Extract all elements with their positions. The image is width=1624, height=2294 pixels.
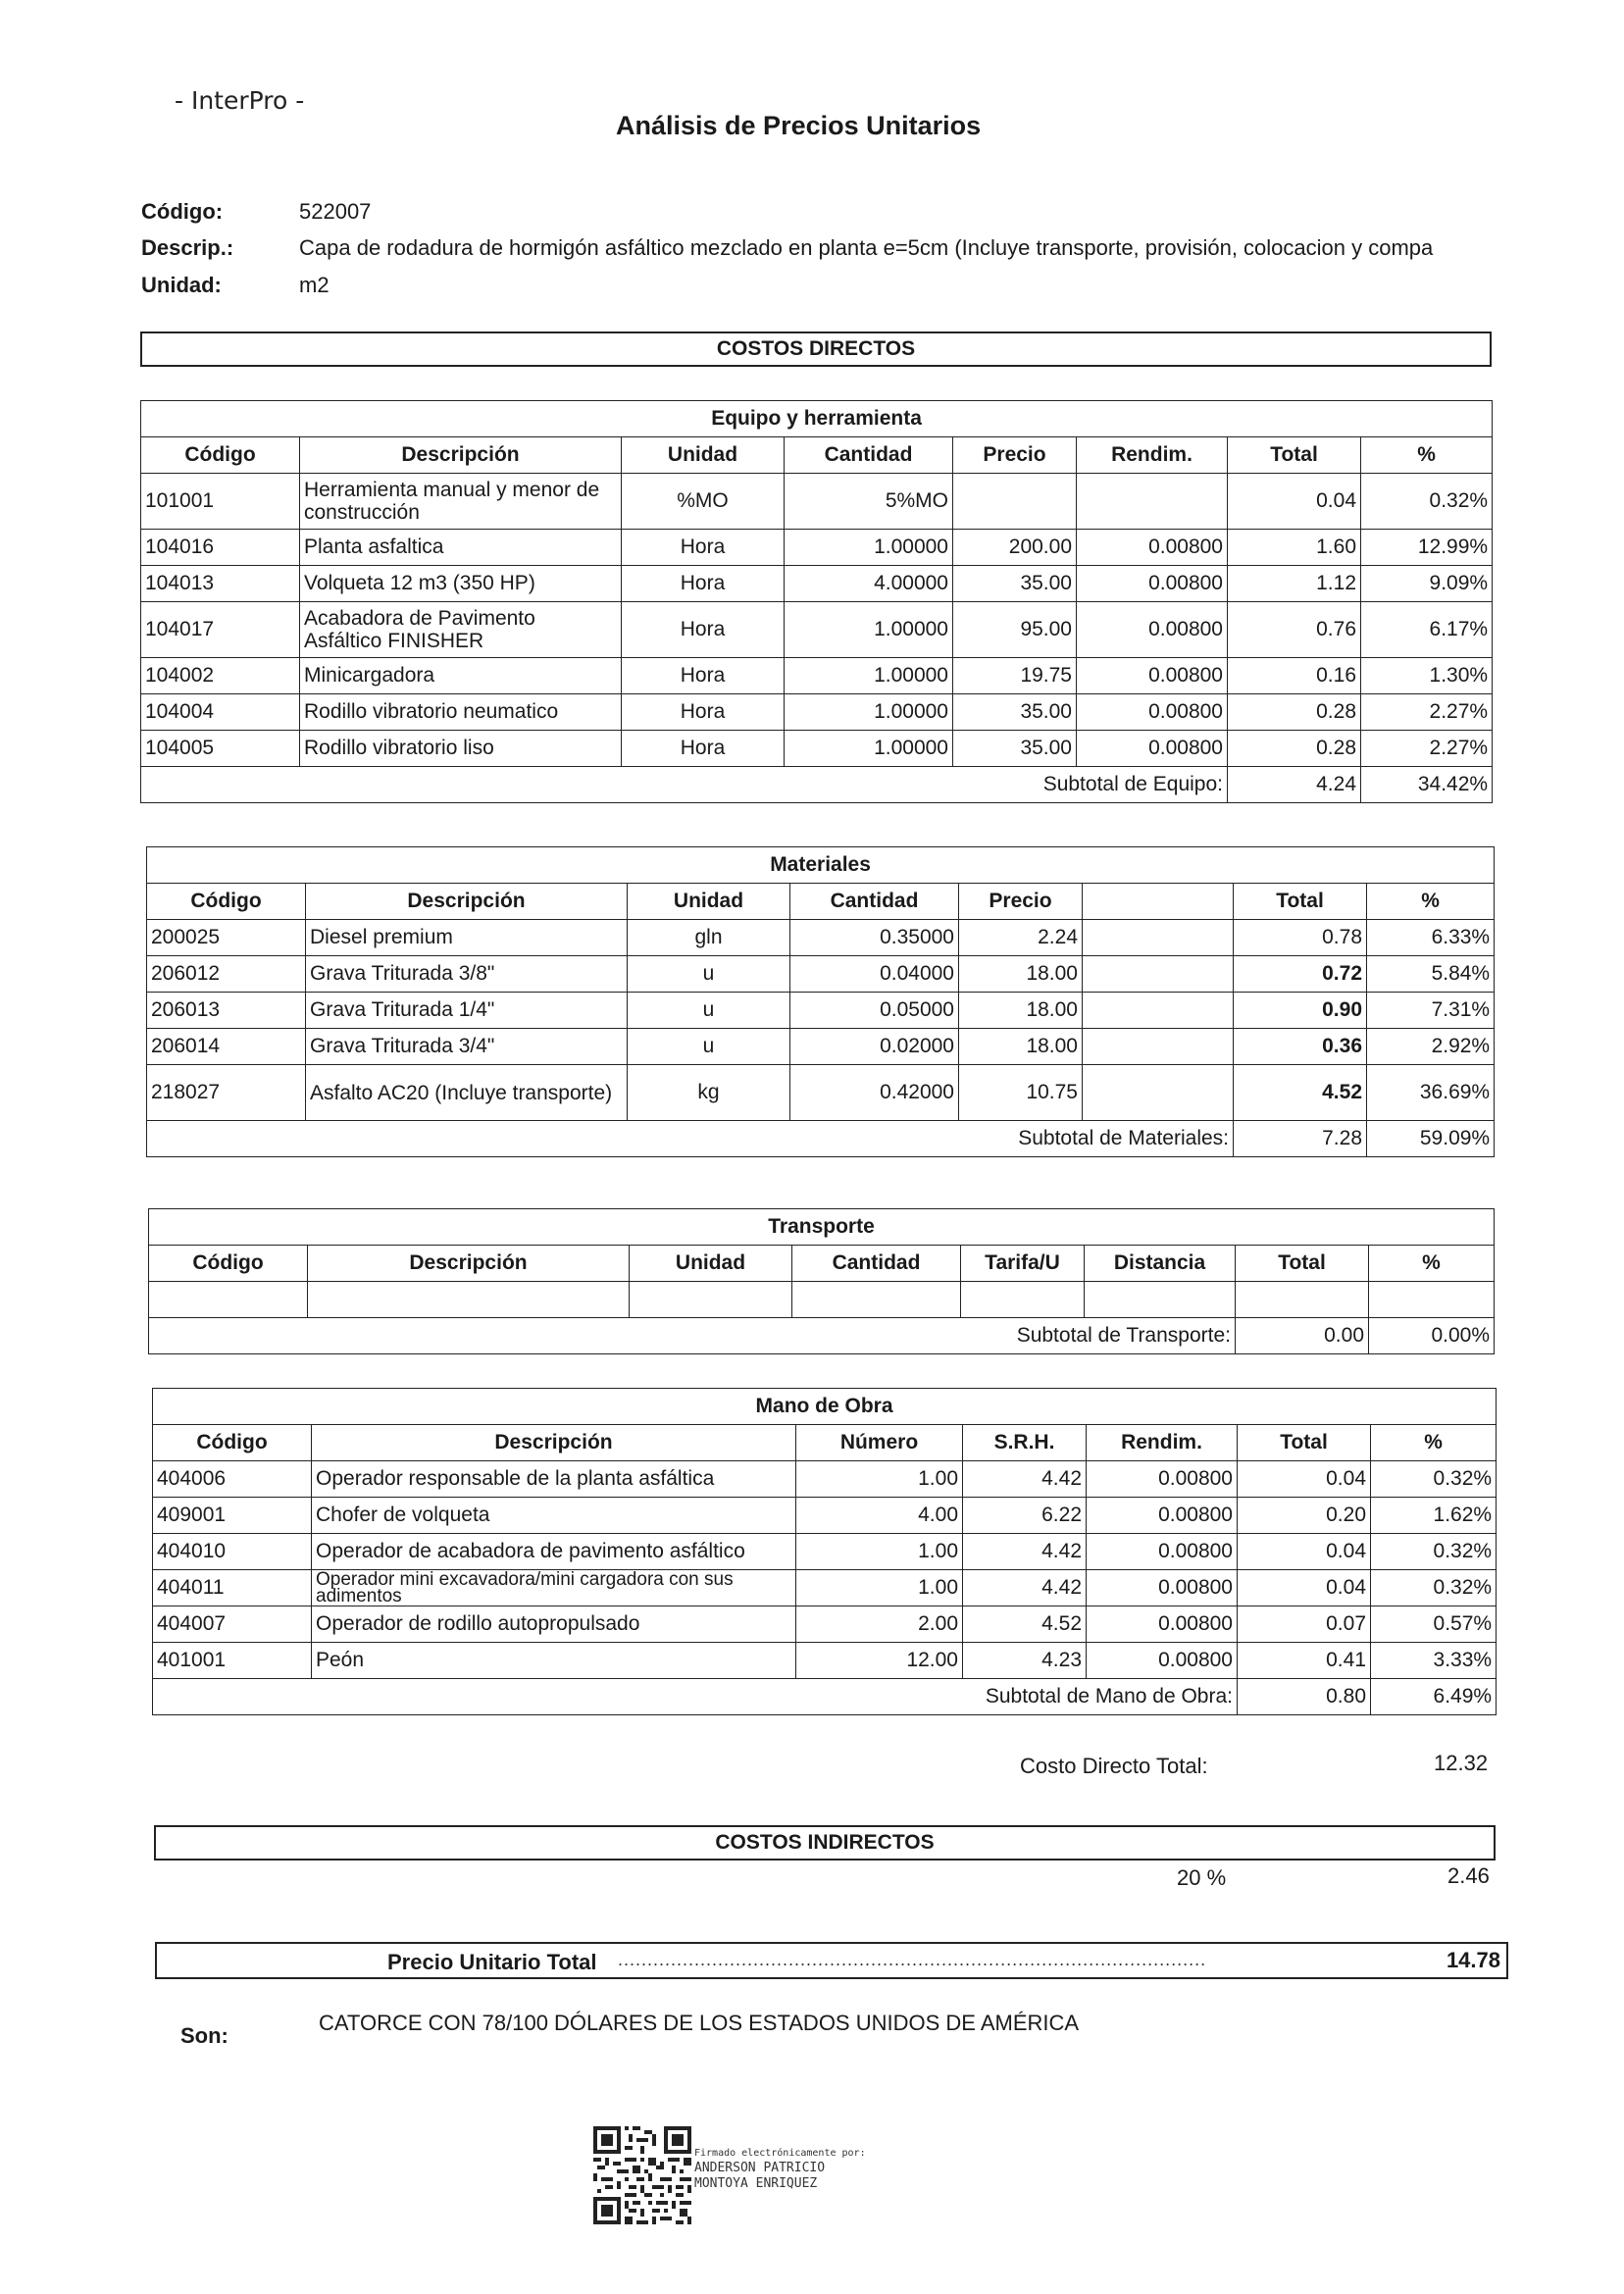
precio-unitario-total: 14.78 [1446, 1948, 1500, 1972]
cell-unidad: Hora [622, 694, 785, 731]
cell-codigo: 104017 [141, 602, 300, 658]
col-pct: % [1369, 1246, 1495, 1282]
cell-descripcion: Minicargadora [300, 658, 622, 694]
subtotal-pct: 0.00% [1369, 1318, 1495, 1354]
cell-unidad: Hora [622, 731, 785, 767]
cell-pct: 0.32% [1361, 474, 1493, 530]
subtotal-label: Subtotal de Equipo: [785, 767, 1228, 803]
cell-pct: 6.17% [1361, 602, 1493, 658]
brand-name: - InterPro - [175, 86, 305, 115]
cell-srh: 4.42 [963, 1534, 1087, 1570]
cell-codigo: 404006 [153, 1461, 312, 1498]
cell-total: 0.04 [1228, 474, 1361, 530]
cell-total: 0.04 [1238, 1534, 1371, 1570]
col-codigo: Código [153, 1425, 312, 1461]
cell-numero: 12.00 [796, 1643, 963, 1679]
subtotal-value: 7.28 [1234, 1121, 1367, 1157]
cell-total: 0.20 [1238, 1498, 1371, 1534]
cell-descripcion: Volqueta 12 m3 (350 HP) [300, 566, 622, 602]
cell-codigo: 404011 [153, 1570, 312, 1606]
table-row [147, 993, 1495, 1029]
table-row [141, 566, 1493, 602]
cell-total: 1.60 [1228, 530, 1361, 566]
table-row [153, 1606, 1497, 1643]
cell-unidad: u [628, 1029, 790, 1065]
cell-total: 0.90 [1234, 993, 1367, 1029]
cell-codigo: 104013 [141, 566, 300, 602]
cell-cantidad: 0.02000 [790, 1029, 959, 1065]
col-descripcion: Descripción [300, 437, 622, 474]
subtotal-value: 0.00 [1236, 1318, 1369, 1354]
firma-line-2: ANDERSON PATRICIO [694, 2161, 826, 2175]
cell-precio: 18.00 [959, 956, 1083, 993]
col-srh: S.R.H. [963, 1425, 1087, 1461]
cell-unidad: Hora [622, 658, 785, 694]
unidad-value: m2 [299, 273, 330, 297]
cell-total: 0.28 [1228, 731, 1361, 767]
codigo-value: 522007 [299, 199, 372, 224]
descrip-value: Capa de rodadura de hormigón asfáltico mezclado en planta e=5cm (Incluye transporte, provisión, colocacion y compa [299, 235, 1434, 260]
cell-rendim: 0.00800 [1087, 1643, 1238, 1679]
cell-codigo: 218027 [147, 1065, 306, 1121]
indirecto-valor: 2.46 [1447, 1863, 1490, 1888]
table-row [147, 1065, 1495, 1121]
cell-blank [1083, 1065, 1234, 1121]
table-row [141, 474, 1493, 530]
cell-descripcion: Grava Triturada 3/8" [306, 956, 628, 993]
table-row [141, 658, 1493, 694]
precio-unitario-label: Precio Unitario Total [387, 1950, 597, 1974]
cell-rendim: 0.00800 [1077, 530, 1228, 566]
cell-precio: 2.24 [959, 920, 1083, 956]
cell-cantidad: 4.00000 [785, 566, 953, 602]
cell-numero: 1.00 [796, 1534, 963, 1570]
cell-cantidad: 1.00000 [785, 530, 953, 566]
unidad-label: Unidad: [141, 273, 222, 297]
cell-rendim: 0.00800 [1077, 658, 1228, 694]
table-row [141, 731, 1493, 767]
cell-numero: 2.00 [796, 1606, 963, 1643]
cell-pct: 9.09% [1361, 566, 1493, 602]
indirecto-pct: 20 % [1177, 1865, 1227, 1890]
cell-descripcion: Asfalto AC20 (Incluye transporte) [306, 1065, 628, 1121]
equipo-table [140, 400, 1493, 803]
table-row [153, 1643, 1497, 1679]
cell-pct: 2.27% [1361, 731, 1493, 767]
subtotal-pct: 6.49% [1371, 1679, 1497, 1715]
subtotal-value: 0.80 [1238, 1679, 1371, 1715]
cell-descripcion: Operador de acabadora de pavimento asfáltico [312, 1534, 796, 1570]
cell-total: 0.04 [1238, 1461, 1371, 1498]
cell-cantidad: 0.04000 [790, 956, 959, 993]
cell-total: 0.04 [1238, 1570, 1371, 1606]
costos-directos-banner: COSTOS DIRECTOS [140, 331, 1492, 367]
cell-codigo: 404007 [153, 1606, 312, 1643]
cell-pct: 5.84% [1367, 956, 1495, 993]
transporte-table [148, 1208, 1495, 1354]
cell-codigo: 200025 [147, 920, 306, 956]
descrip-label: Descrip.: [141, 235, 234, 260]
cell-precio [953, 474, 1077, 530]
col-pct: % [1361, 437, 1493, 474]
col-pct: % [1367, 884, 1495, 920]
cell-precio: 19.75 [953, 658, 1077, 694]
cell-unidad: Hora [622, 566, 785, 602]
cell-codigo: 104016 [141, 530, 300, 566]
costo-directo-value: 12.32 [1434, 1751, 1489, 1775]
costo-directo-label: Costo Directo Total: [1020, 1754, 1208, 1778]
firma-line-3: MONTOYA ENRIQUEZ [694, 2176, 818, 2191]
cell-descripcion: Operador responsable de la planta asfáltica [312, 1461, 796, 1498]
cell-descripcion: Chofer de volqueta [312, 1498, 796, 1534]
cell-codigo: 401001 [153, 1643, 312, 1679]
cell-srh: 4.23 [963, 1643, 1087, 1679]
cell-total: 0.07 [1238, 1606, 1371, 1643]
cell-codigo: 104002 [141, 658, 300, 694]
cell-total: 0.72 [1234, 956, 1367, 993]
cell-rendim: 0.00800 [1077, 731, 1228, 767]
cell-descripcion: Rodillo vibratorio neumatico [300, 694, 622, 731]
cell-precio: 10.75 [959, 1065, 1083, 1121]
table-row [147, 920, 1495, 956]
cell-rendim: 0.00800 [1087, 1606, 1238, 1643]
cell-precio: 18.00 [959, 993, 1083, 1029]
col-unidad: Unidad [630, 1246, 792, 1282]
cell-cantidad: 1.00000 [785, 602, 953, 658]
cell-srh: 6.22 [963, 1498, 1087, 1534]
subtotal-pct: 59.09% [1367, 1121, 1495, 1157]
materiales-section-title: Materiales [147, 847, 1495, 884]
cell-pct: 1.62% [1371, 1498, 1497, 1534]
cell-descripcion: Operador de rodillo autopropulsado [312, 1606, 796, 1643]
cell-pct: 0.32% [1371, 1461, 1497, 1498]
son-text: CATORCE CON 78/100 DÓLARES DE LOS ESTADOS UNIDOS DE AMÉRICA [319, 2011, 1080, 2035]
col-cantidad: Cantidad [790, 884, 959, 920]
son-label: Son: [180, 2023, 228, 2048]
cell-precio: 35.00 [953, 694, 1077, 731]
mano-obra-table [152, 1388, 1497, 1715]
cell-descripcion: Herramienta manual y menor de construcción [300, 474, 622, 530]
cell-total: 0.36 [1234, 1029, 1367, 1065]
table-row [153, 1570, 1497, 1606]
col-pct: % [1371, 1425, 1497, 1461]
cell-rendim: 0.00800 [1077, 602, 1228, 658]
cell-rendim: 0.00800 [1077, 566, 1228, 602]
cell-total: 1.12 [1228, 566, 1361, 602]
cell-rendim: 0.00800 [1077, 694, 1228, 731]
cell-descripcion: Grava Triturada 1/4" [306, 993, 628, 1029]
cell-srh: 4.52 [963, 1606, 1087, 1643]
firma-line-1: Firmado electrónicamente por: [694, 2148, 866, 2159]
cell-blank [1083, 993, 1234, 1029]
cell-pct: 36.69% [1367, 1065, 1495, 1121]
col-numero: Número [796, 1425, 963, 1461]
cell-pct: 3.33% [1371, 1643, 1497, 1679]
col-total: Total [1234, 884, 1367, 920]
col-blank [1083, 884, 1234, 920]
col-descripcion: Descripción [308, 1246, 630, 1282]
precio-unitario-box [155, 1942, 1508, 1979]
cell-descripcion: Grava Triturada 3/4" [306, 1029, 628, 1065]
cell-total: 0.16 [1228, 658, 1361, 694]
cell-pct: 0.32% [1371, 1534, 1497, 1570]
cell-pct: 0.57% [1371, 1606, 1497, 1643]
cell-blank [1083, 920, 1234, 956]
col-unidad: Unidad [622, 437, 785, 474]
transporte-section-title: Transporte [149, 1209, 1495, 1246]
cell-descripcion: Acabadora de Pavimento Asfáltico FINISHER [300, 602, 622, 658]
table-row [153, 1498, 1497, 1534]
subtotal-row [153, 1679, 1497, 1715]
col-unidad: Unidad [628, 884, 790, 920]
cell-unidad: %MO [622, 474, 785, 530]
cell-total: 0.28 [1228, 694, 1361, 731]
cell-numero: 1.00 [796, 1461, 963, 1498]
cell-pct: 2.27% [1361, 694, 1493, 731]
subtotal-row [147, 1121, 1495, 1157]
table-row [147, 956, 1495, 993]
cell-codigo: 409001 [153, 1498, 312, 1534]
col-total: Total [1228, 437, 1361, 474]
cell-cantidad: 1.00000 [785, 694, 953, 731]
subtotal-value: 4.24 [1228, 767, 1361, 803]
page-title: Análisis de Precios Unitarios [616, 111, 982, 140]
cell-descripcion: Rodillo vibratorio liso [300, 731, 622, 767]
cell-rendim: 0.00800 [1087, 1498, 1238, 1534]
cell-codigo: 101001 [141, 474, 300, 530]
cell-codigo: 206013 [147, 993, 306, 1029]
table-row [153, 1461, 1497, 1498]
cell-numero: 4.00 [796, 1498, 963, 1534]
cell-rendim [1077, 474, 1228, 530]
codigo-label: Código: [141, 199, 224, 224]
subtotal-label: Subtotal de Transporte: [792, 1318, 1236, 1354]
col-codigo: Código [149, 1246, 308, 1282]
cell-cantidad: 0.42000 [790, 1065, 959, 1121]
table-row [141, 694, 1493, 731]
cell-pct: 6.33% [1367, 920, 1495, 956]
cell-total: 4.52 [1234, 1065, 1367, 1121]
subtotal-label: Subtotal de Materiales: [790, 1121, 1234, 1157]
cell-cantidad: 0.35000 [790, 920, 959, 956]
cell-descripcion: Operador mini excavadora/mini cargadora con sus adimentos [312, 1570, 796, 1606]
cell-codigo: 104005 [141, 731, 300, 767]
cell-precio: 18.00 [959, 1029, 1083, 1065]
cell-total: 0.78 [1234, 920, 1367, 956]
cell-srh: 4.42 [963, 1461, 1087, 1498]
cell-cantidad: 1.00000 [785, 731, 953, 767]
subtotal-row [149, 1318, 1495, 1354]
materiales-table [146, 846, 1495, 1157]
equipo-section-title: Equipo y herramienta [141, 401, 1493, 437]
cell-descripcion: Diesel premium [306, 920, 628, 956]
cell-cantidad: 5%MO [785, 474, 953, 530]
cell-precio: 200.00 [953, 530, 1077, 566]
cell-pct: 12.99% [1361, 530, 1493, 566]
cell-rendim: 0.00800 [1087, 1570, 1238, 1606]
col-cantidad: Cantidad [785, 437, 953, 474]
precio-dots: .................................................................................................... [618, 1950, 1207, 1969]
cell-precio: 35.00 [953, 566, 1077, 602]
table-row [149, 1282, 1495, 1318]
col-precio: Precio [959, 884, 1083, 920]
cell-codigo: 104004 [141, 694, 300, 731]
subtotal-pct: 34.42% [1361, 767, 1493, 803]
cell-unidad: Hora [622, 602, 785, 658]
costos-indirectos-banner: COSTOS INDIRECTOS [154, 1825, 1496, 1861]
cell-pct: 2.92% [1367, 1029, 1495, 1065]
cell-pct: 1.30% [1361, 658, 1493, 694]
col-descripcion: Descripción [312, 1425, 796, 1461]
cell-srh: 4.42 [963, 1570, 1087, 1606]
cell-codigo: 404010 [153, 1534, 312, 1570]
table-row [141, 530, 1493, 566]
cell-blank [1083, 956, 1234, 993]
cell-precio: 35.00 [953, 731, 1077, 767]
cell-pct: 0.32% [1371, 1570, 1497, 1606]
cell-total: 0.41 [1238, 1643, 1371, 1679]
col-precio: Precio [953, 437, 1077, 474]
cell-unidad: u [628, 993, 790, 1029]
cell-rendim: 0.00800 [1087, 1534, 1238, 1570]
table-row [141, 602, 1493, 658]
col-tarifa: Tarifa/U [961, 1246, 1085, 1282]
cell-total: 0.76 [1228, 602, 1361, 658]
subtotal-row [141, 767, 1493, 803]
cell-cantidad: 0.05000 [790, 993, 959, 1029]
cell-numero: 1.00 [796, 1570, 963, 1606]
col-codigo: Código [141, 437, 300, 474]
cell-blank [1083, 1029, 1234, 1065]
mano-obra-section-title: Mano de Obra [153, 1389, 1497, 1425]
col-rendim: Rendim. [1087, 1425, 1238, 1461]
cell-descripcion: Planta asfaltica [300, 530, 622, 566]
cell-rendim: 0.00800 [1087, 1461, 1238, 1498]
col-total: Total [1236, 1246, 1369, 1282]
col-rendim: Rendim. [1077, 437, 1228, 474]
col-descripcion: Descripción [306, 884, 628, 920]
col-distancia: Distancia [1085, 1246, 1236, 1282]
cell-descripcion: Peón [312, 1643, 796, 1679]
table-row [153, 1534, 1497, 1570]
cell-cantidad: 1.00000 [785, 658, 953, 694]
cell-pct: 7.31% [1367, 993, 1495, 1029]
col-total: Total [1238, 1425, 1371, 1461]
col-codigo: Código [147, 884, 306, 920]
cell-codigo: 206012 [147, 956, 306, 993]
col-cantidad: Cantidad [792, 1246, 961, 1282]
qr-code-icon [593, 2126, 691, 2224]
cell-codigo: 206014 [147, 1029, 306, 1065]
cell-unidad: kg [628, 1065, 790, 1121]
cell-unidad: Hora [622, 530, 785, 566]
subtotal-label: Subtotal de Mano de Obra: [796, 1679, 1238, 1715]
cell-unidad: gln [628, 920, 790, 956]
cell-precio: 95.00 [953, 602, 1077, 658]
cell-unidad: u [628, 956, 790, 993]
table-row [147, 1029, 1495, 1065]
